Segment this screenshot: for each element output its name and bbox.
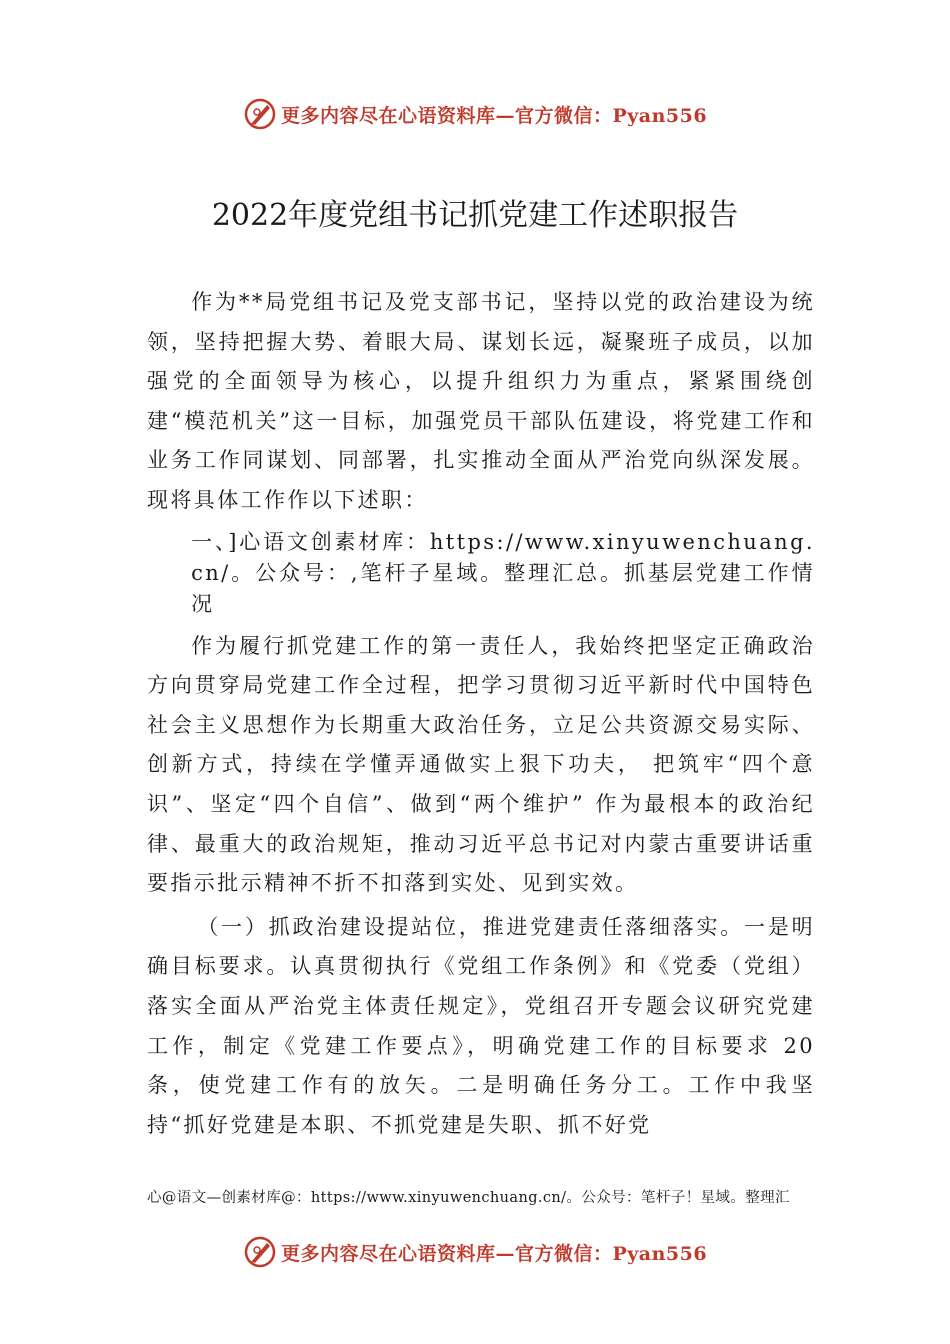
- quill-logo-icon: [243, 1235, 277, 1269]
- paragraph-section-heading: 一、]心语文创素材库：https://www.xinyuwenchuang.cn/。公众号：,笔杆子星域。整理汇总。抓基层党建工作情况: [191, 529, 815, 616]
- banner-text: 更多内容尽在心语资料库—官方微信：Pyan556: [280, 1242, 708, 1265]
- header-banner: [0, 94, 950, 134]
- footer-note: 心@语文—创素材库@：https://www.xinyuwenchuang.cn/。公众号：笔杆子！星域。整理汇: [147, 1190, 790, 1206]
- paragraph-responsibility: 作为履行抓党建工作的第一责任人，我始终把坚定正确政治方向贯穿局党建工作全过程，把学习贯彻习近平新时代中国特色社会主义思想作为长期重大政治任务，立足公共资源交易实际、创新方式，持续在学懂弄通做实上狠下功夫， 把筑牢“四个意识”、坚定“四个自信”、做到“两个维护” 作为最根本的政治纪律、最重大的政治规矩，推动习近平总书记对内蒙古重要讲话重要指示批示精神不折不扣落到实处、见到实效。: [147, 633, 815, 896]
- document-body: [147, 283, 815, 1145]
- quill-logo-icon: [243, 97, 277, 131]
- document-title: 2022年度党组书记抓党建工作述职报告: [211, 198, 739, 233]
- banner-text: 更多内容尽在心语资料库—官方微信：Pyan556: [280, 104, 708, 127]
- paragraph-political-building: （一）抓政治建设提站位，推进党建责任落细落实。一是明确目标要求。认真贯彻执行《党组工作条例》和《党委（党组）落实全面从严治党主体责任规定》，党组召开专题会议研究党建工作，制定《党建工作要点》，明确党建工作的目标要求 20 条，使党建工作有的放矢。二是明确任务分工。工作中我坚持“抓好党建是本职、不抓党建是失职、抓不好党: [147, 914, 815, 1137]
- paragraph-intro: 作为**局党组书记及党支部书记，坚持以党的政治建设为统领，坚持把握大势、着眼大局、谋划长远，凝聚班子成员，以加强党的全面领导为核心，以提升组织力为重点，紧紧围绕创建“模范机关”这一目标，加强党员干部队伍建设，将党建工作和业务工作同谋划、同部署，扎实推动全面从严治党向纵深发展。现将具体工作作以下述职：: [147, 290, 815, 512]
- footer-banner: [0, 1232, 950, 1272]
